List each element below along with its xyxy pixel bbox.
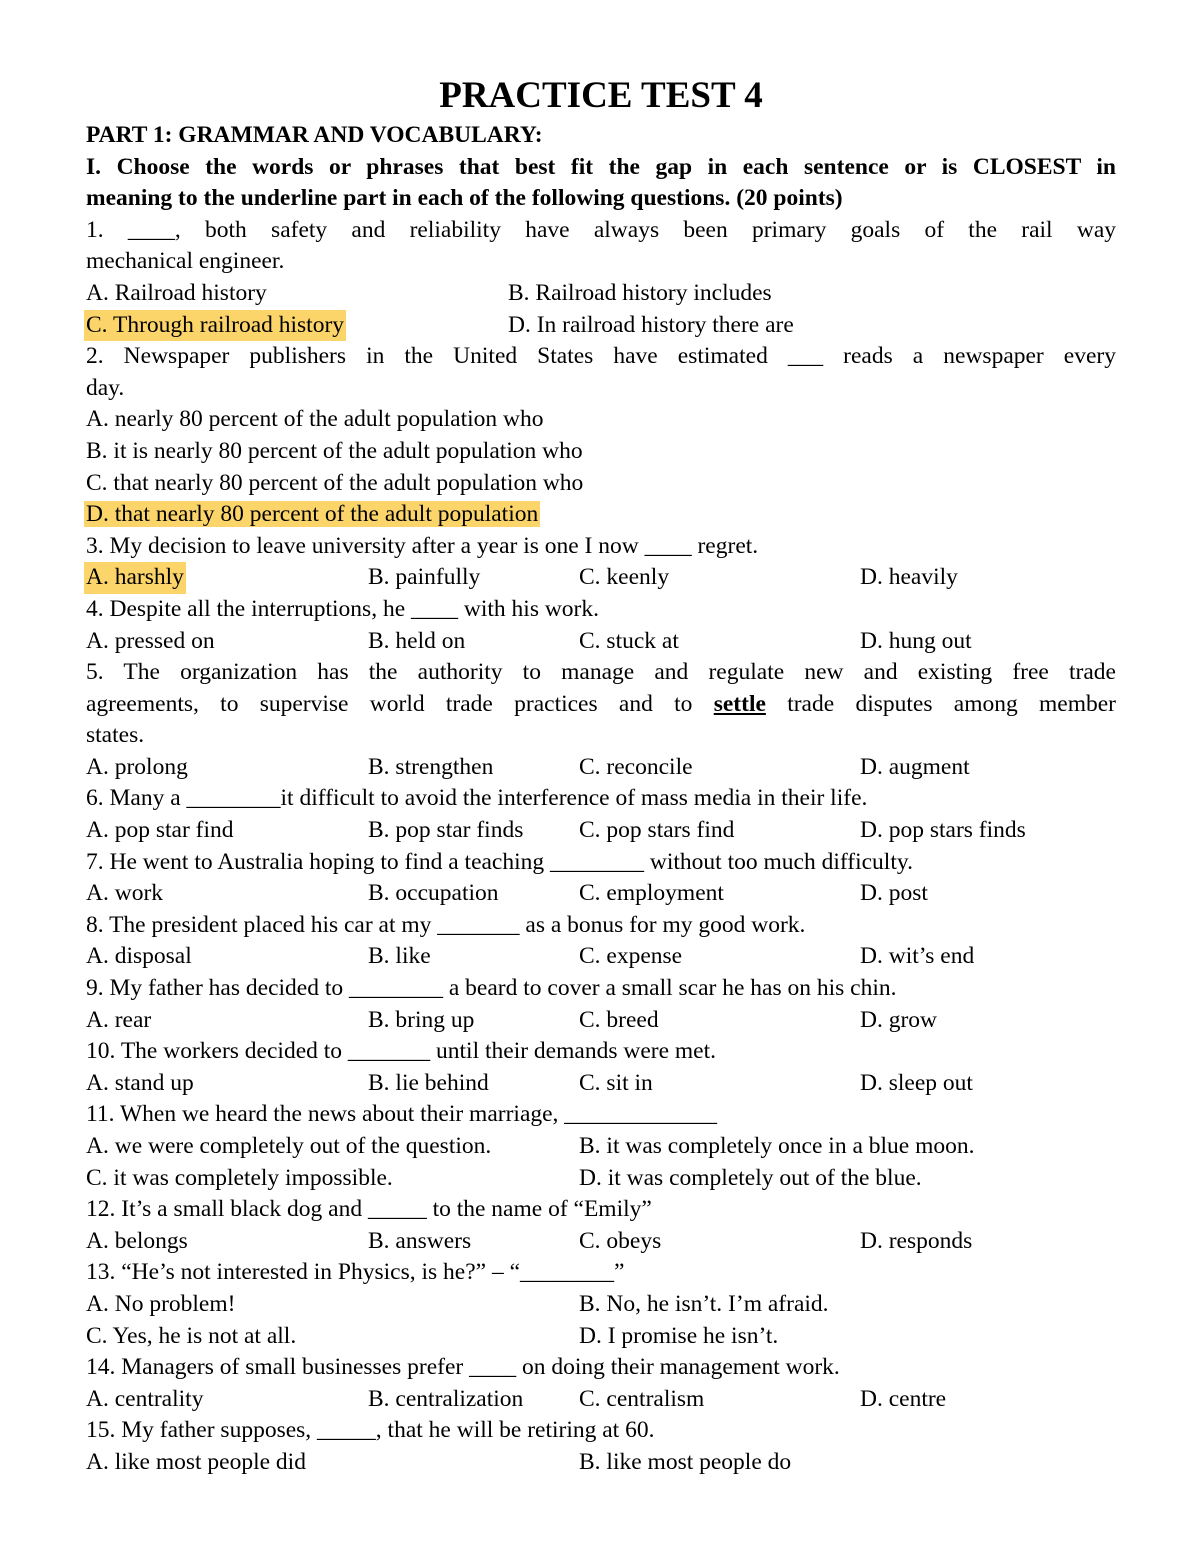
test-page [86, 72, 1116, 1479]
question-11-stem: 11. When we heard the news about their marriage, _____________ [86, 1101, 718, 1128]
option-c: C. stuck at [579, 627, 679, 654]
part-heading: PART 1: GRAMMAR AND VOCABULARY: [86, 122, 543, 148]
option-b: B. centralization [368, 1385, 524, 1412]
question-1-stem: 1. ____, both safety and reliability have always been primary goals of the rail way [86, 216, 1116, 243]
option-d: D. augment [860, 753, 970, 780]
question-3-options [86, 562, 1116, 594]
option-a: A. rear [86, 1006, 152, 1033]
option-c: C. Yes, he is not at all. [86, 1322, 297, 1349]
question-5-stem-end: states. [86, 722, 145, 749]
option-c: C. reconcile [579, 753, 693, 780]
option-c: C. breed [579, 1006, 659, 1033]
question-10-options [86, 1068, 1116, 1100]
option-b: B. No, he isn’t. I’m afraid. [579, 1290, 829, 1317]
option-c: C. expense [579, 943, 683, 970]
option-c: C. obeys [579, 1227, 662, 1254]
option-d: D. centre [860, 1385, 947, 1412]
option-a: A. No problem! [86, 1290, 236, 1317]
question-11-options-row-2 [86, 1163, 1116, 1195]
question-13-options-row-2 [86, 1321, 1116, 1353]
option-b: B. answers [368, 1227, 472, 1254]
option-c: C. it was completely impossible. [86, 1164, 393, 1191]
stem-text-before: agreements, to supervise world trade practices and to [86, 690, 693, 717]
question-15-options [86, 1447, 1116, 1479]
question-12-stem: 12. It’s a small black dog and _____ to the name of “Emily” [86, 1196, 652, 1223]
stem-text-after: trade disputes among member [787, 690, 1116, 717]
question-3-stem: 3. My decision to leave university after a year is one I now ____ regret. [86, 532, 759, 559]
option-b: B. lie behind [368, 1069, 489, 1096]
option-d: D. heavily [860, 564, 958, 591]
option-a: A. belongs [86, 1227, 188, 1254]
option-b: B. like most people do [579, 1448, 792, 1475]
option-c: C. employment [579, 880, 724, 907]
option-c: C. keenly [579, 564, 670, 591]
option-b: B. it is nearly 80 percent of the adult population who [86, 437, 583, 464]
question-14-stem: 14. Managers of small businesses prefer ____ on doing their management work. [86, 1354, 840, 1381]
option-c: C. that nearly 80 percent of the adult population who [86, 469, 584, 496]
question-5-stem-cont [86, 689, 1116, 721]
option-a: A. disposal [86, 943, 192, 970]
instruction-line-1: I. Choose the words or phrases that best fit the gap in each sentence or is CLOSEST in [86, 153, 1116, 180]
option-d: D. hung out [860, 627, 972, 654]
option-b: B. Railroad history includes [508, 279, 772, 306]
option-b: B. it was completely once in a blue moon. [579, 1133, 975, 1159]
question-7-stem: 7. He went to Australia hoping to find a teaching ________ without too much difficulty. [86, 848, 913, 875]
question-10-stem: 10. The workers decided to _______ until their demands were met. [86, 1038, 716, 1065]
instruction-line-2: meaning to the underline part in each of the following questions. (20 points) [86, 185, 843, 212]
option-d: D. I promise he isn’t. [579, 1322, 779, 1349]
option-d: D. In railroad history there are [508, 311, 794, 338]
option-a: A. like most people did [86, 1448, 306, 1475]
question-5-options [86, 752, 1116, 784]
option-b: B. held on [368, 627, 466, 654]
question-1-options-row-2 [86, 310, 1116, 342]
option-b: B. occupation [368, 880, 499, 907]
question-7-options [86, 878, 1116, 910]
underlined-word: settle [713, 690, 766, 717]
option-b: B. painfully [368, 564, 481, 591]
question-2-stem-cont: day. [86, 374, 125, 401]
option-c-highlighted: C. Through railroad history [84, 310, 346, 342]
question-15-stem: 15. My father supposes, _____, that he will be retiring at 60. [86, 1417, 655, 1444]
option-d: D. sleep out [860, 1069, 973, 1096]
option-d: D. post [860, 880, 928, 907]
question-2-stem: 2. Newspaper publishers in the United States have estimated ___ reads a newspaper every [86, 343, 1116, 370]
option-d: D. grow [860, 1006, 938, 1033]
option-d: D. it was completely out of the blue. [579, 1164, 922, 1191]
page-title: PRACTICE TEST 4 [439, 75, 763, 116]
option-a: A. centrality [86, 1385, 204, 1412]
question-9-stem: 9. My father has decided to ________ a beard to cover a small scar he has on his chin. [86, 975, 897, 1002]
question-5-stem: 5. The organization has the authority to manage and regulate new and existing free trade [86, 659, 1116, 686]
question-8-options [86, 941, 1116, 973]
option-b: B. bring up [368, 1006, 475, 1033]
option-a: A. stand up [86, 1069, 194, 1096]
question-14-options [86, 1384, 1116, 1416]
option-a-highlighted: A. harshly [84, 562, 186, 594]
question-12-options [86, 1226, 1116, 1258]
question-1-stem-cont: mechanical engineer. [86, 248, 285, 275]
option-c: C. pop stars find [579, 817, 735, 844]
option-a: A. pressed on [86, 627, 215, 654]
option-d-highlighted: D. that nearly 80 percent of the adult population [86, 501, 539, 528]
question-11-options-row-1 [86, 1131, 1116, 1163]
option-a: A. nearly 80 percent of the adult population who [86, 406, 544, 433]
option-c: C. centralism [579, 1385, 705, 1412]
question-13-stem: 13. “He’s not interested in Physics, is he?” – “________” [86, 1259, 625, 1286]
option-b: B. strengthen [368, 753, 494, 780]
option-c: C. sit in [579, 1069, 653, 1096]
option-a: A. work [86, 880, 164, 907]
question-1-options-row-1 [86, 278, 1116, 310]
option-a: A. Railroad history [86, 279, 267, 306]
option-d: D. pop stars finds [860, 817, 1026, 844]
question-8-stem: 8. The president placed his car at my _______ as a bonus for my good work. [86, 911, 806, 938]
question-6-options [86, 815, 1116, 847]
option-d: D. wit’s end [860, 943, 975, 970]
option-a: A. we were completely out of the question. [86, 1133, 492, 1159]
question-4-options [86, 626, 1116, 658]
option-a: A. pop star find [86, 817, 234, 844]
option-a: A. prolong [86, 753, 188, 780]
question-13-options-row-1 [86, 1289, 1116, 1321]
question-9-options [86, 1005, 1116, 1037]
option-b: B. like [368, 943, 431, 970]
question-4-stem: 4. Despite all the interruptions, he ____ with his work. [86, 595, 600, 622]
question-6-stem: 6. Many a ________it difficult to avoid the interference of mass media in their life. [86, 785, 868, 812]
option-b: B. pop star finds [368, 817, 524, 844]
option-d: D. responds [860, 1227, 973, 1254]
